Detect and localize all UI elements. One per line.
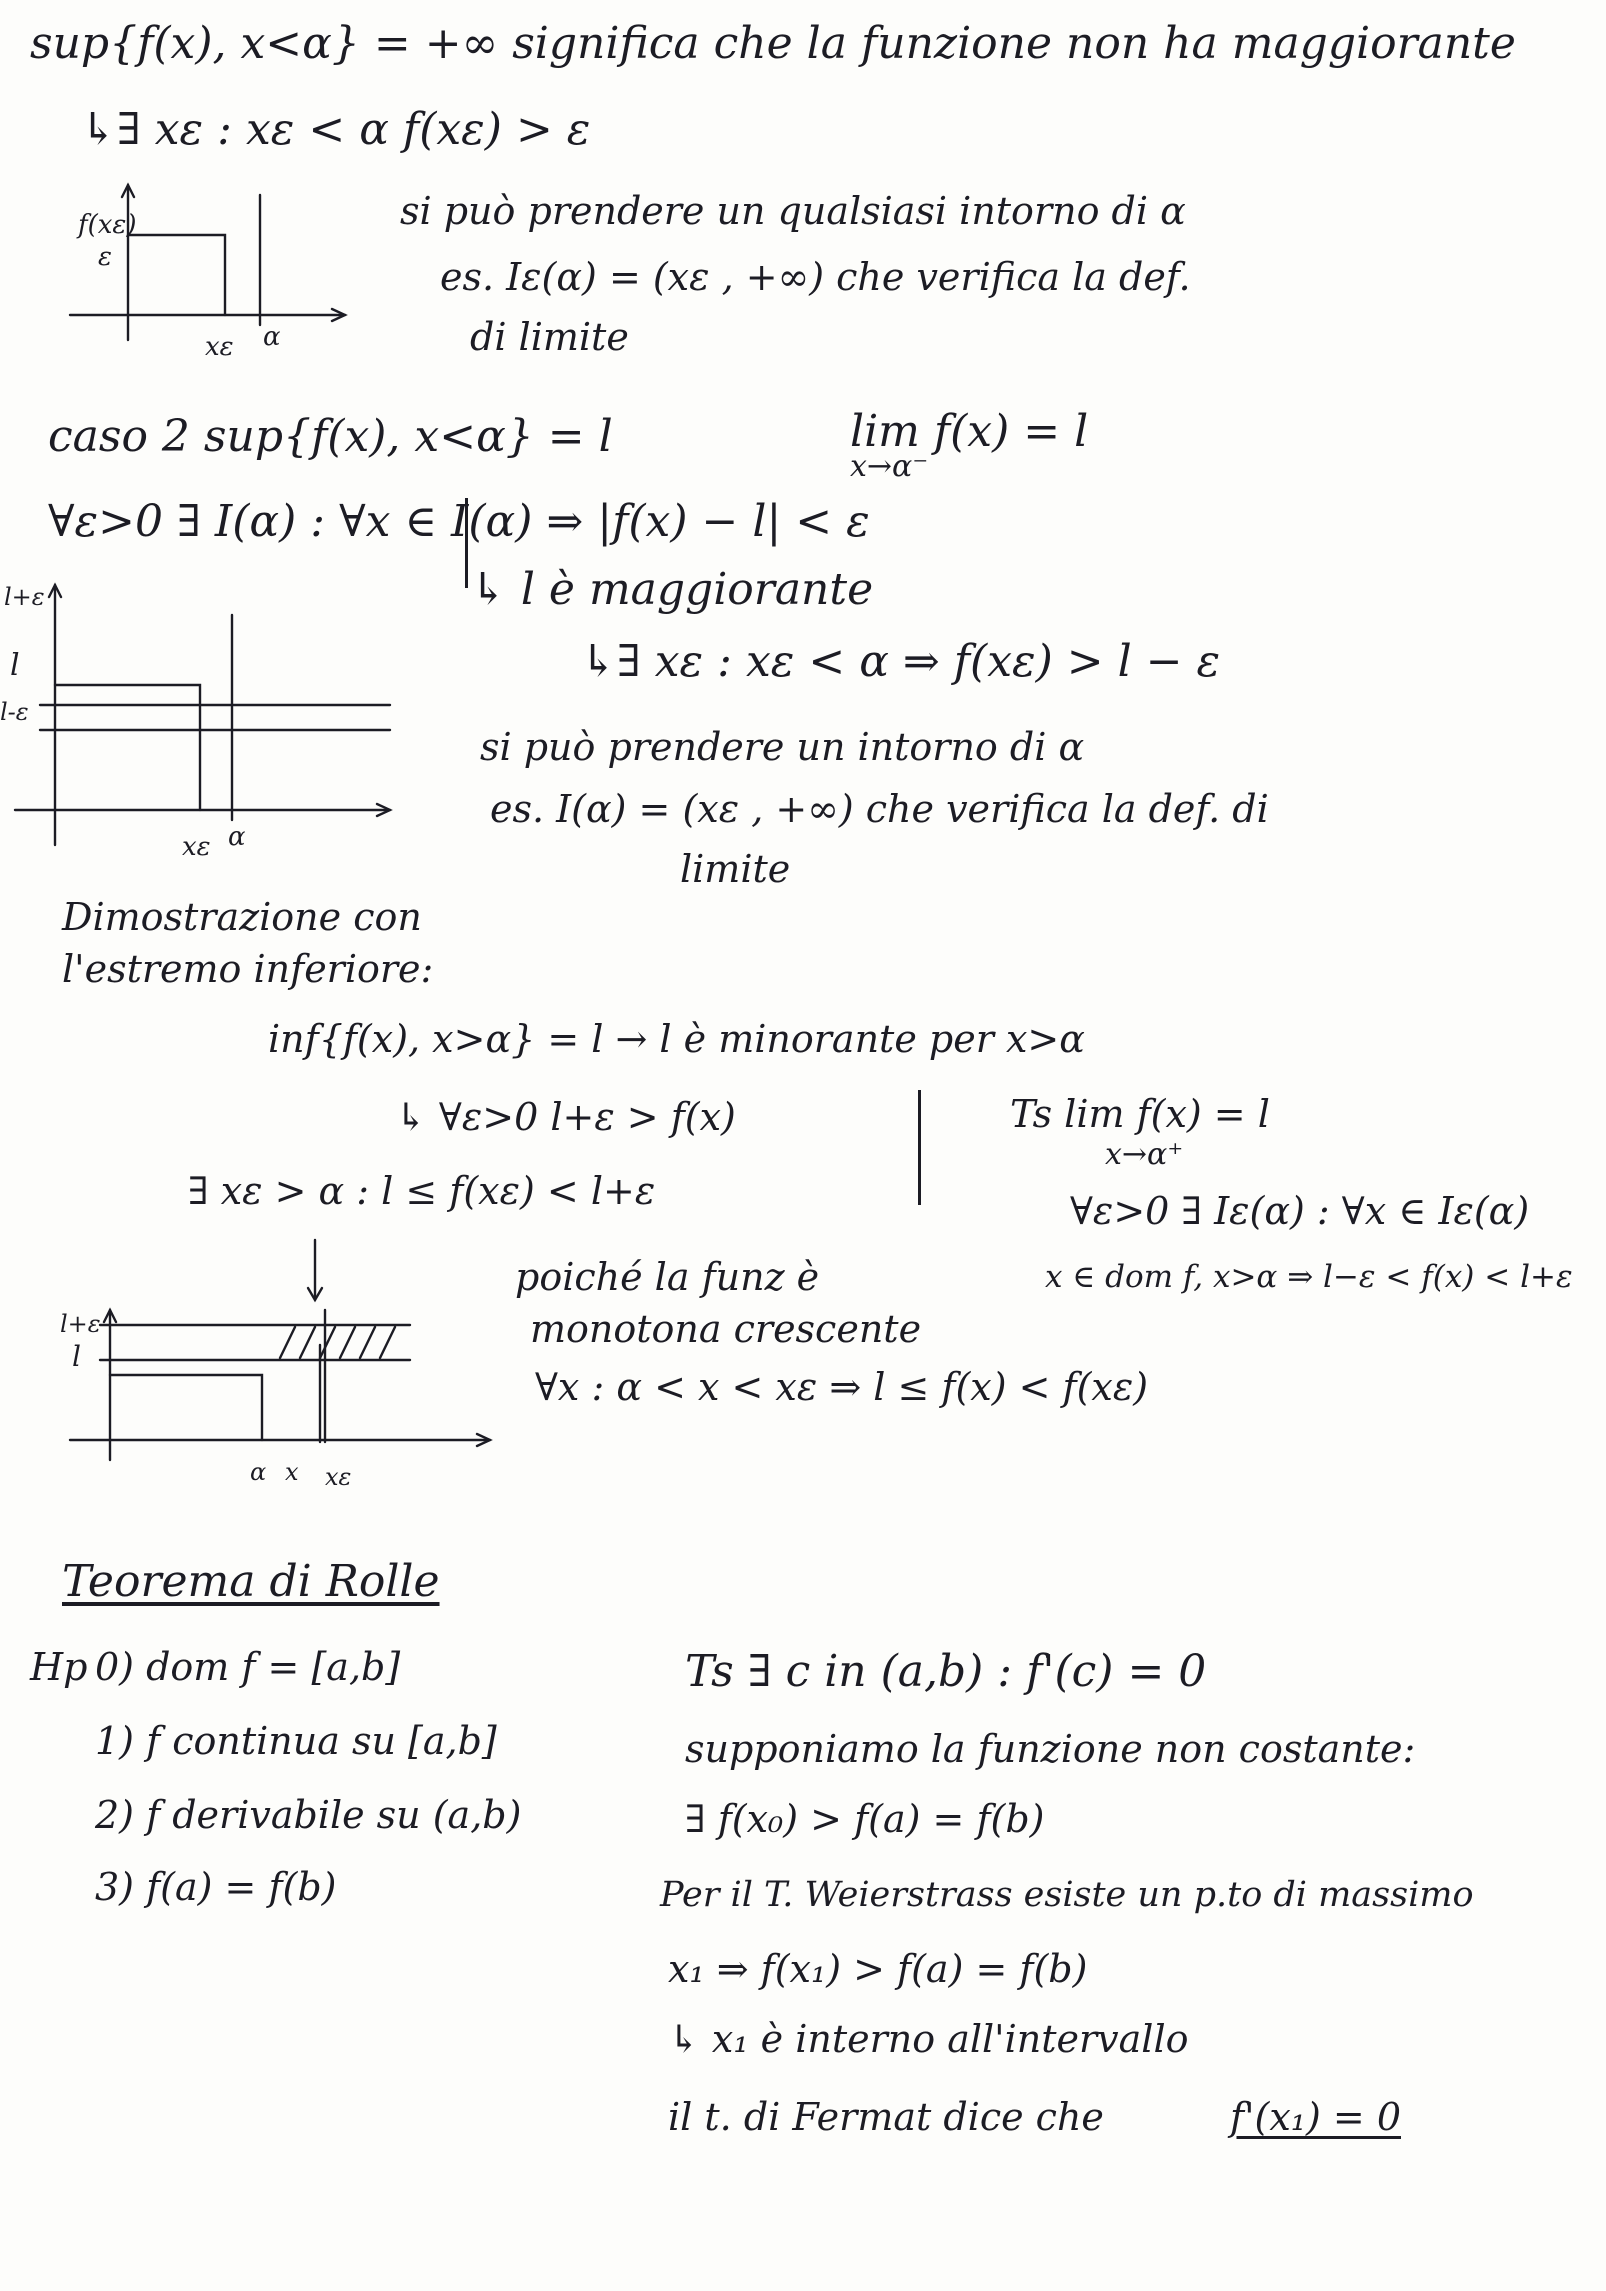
hypothesis-0: 0) dom f = [a,b] (95, 1645, 401, 1689)
text-line-lim-left-sub: x→α⁻ (850, 449, 929, 484)
g3-label-lplus: l+ε (60, 1310, 101, 1338)
text-line-epsilon-def: ∀ε>0 ∃ I(α) : ∀x ∈ I(α) ⇒ |f(x) − l| < ε (48, 496, 870, 547)
g1-label-alpha: α (263, 322, 281, 352)
text-line-exists-x-eps-2: ↳∃ xε : xε < α ⇒ f(xε) > l − ε (580, 636, 1221, 687)
hypothesis-3: 3) f(a) = f(b) (95, 1865, 337, 1909)
text-line-forall-eps: ↳ ∀ε>0 l+ε > f(x) (395, 1095, 736, 1139)
g3-step-alpha (110, 1375, 262, 1440)
hypothesis-2: 2) f derivabile su (a,b) (95, 1793, 522, 1837)
proof-line-exists-x0: ∃ f(x₀) > f(a) = f(b) (685, 1797, 1045, 1841)
thesis-line: Ts ∃ c in (a,b) : f'(c) = 0 (685, 1646, 1207, 1697)
g2-label-lminus: l-ε (0, 698, 29, 726)
proof-line-suppose: supponiamo la funzione non costante: (685, 1727, 1416, 1771)
text-line-ts-dom: x ∈ dom f, x>α ⇒ l−ε < f(x) < l+ε (1045, 1259, 1573, 1295)
g3-hatching (280, 1327, 395, 1358)
text-line-of-limit: di limite (470, 315, 629, 359)
text-line-limit: limite (680, 847, 791, 891)
text-line-example-interval-2: es. I(α) = (xε , +∞) che verifica la def. di (490, 787, 1269, 831)
heading-rolle-theorem: Teorema di Rolle (62, 1556, 440, 1607)
g2-label-lplus: l+ε (4, 583, 45, 611)
g1-label-eps: ε (98, 242, 112, 272)
hypothesis-1: 1) f continua su [a,b] (95, 1719, 497, 1763)
text-line-since-function: poiché la funz è (515, 1255, 820, 1299)
proof-line-x1-interior: ↳ x₁ è interno all'intervallo (668, 2017, 1189, 2061)
brace-mark (465, 498, 468, 588)
label-hp: Hp (30, 1645, 88, 1689)
text-line-lim-left: lim f(x) = l (850, 406, 1089, 457)
text-line-exists-between: ∃ xε > α : l ≤ f(xε) < l+ε (188, 1169, 656, 1213)
g1-label-xe: xε (205, 332, 234, 362)
text-line-sup-infinity: sup{f(x), x<α} = +∞ significa che la funzione non ha maggiorante (30, 18, 1516, 69)
g3-label-x: x (285, 1458, 299, 1486)
proof-line-x1-max: x₁ ⇒ f(x₁) > f(a) = f(b) (668, 1947, 1088, 1991)
g3-label-l: l (72, 1340, 81, 1373)
text-line-any-neighborhood: si può prendere un qualsiasi intorno di α (400, 189, 1186, 233)
brace-mark-2 (918, 1090, 921, 1205)
proof-line-conclusion: f'(x₁) = 0 (1230, 2095, 1401, 2139)
text-line-forall-x: ∀x : α < x < xε ⇒ l ≤ f(x) < f(xε) (535, 1365, 1149, 1409)
text-line-ts-limit-sub: x→α⁺ (1105, 1137, 1184, 1172)
proof-line-fermat: il t. di Fermat dice che (668, 2095, 1104, 2139)
text-line-case-2: caso 2 sup{f(x), x<α} = l (48, 411, 613, 462)
g1-label-fx: f(xε) (78, 210, 137, 240)
graph-case-2 (0, 575, 400, 875)
g3-label-alpha: α (250, 1458, 267, 1486)
text-line-example-interval: es. Iε(α) = (xε , +∞) che verifica la def. (440, 255, 1191, 299)
g2-label-xe: xε (182, 832, 211, 862)
text-line-lower-bound: l'estremo inferiore: (62, 947, 434, 991)
text-line-exists-x-eps: ↳∃ xε : xε < α f(xε) > ε (80, 104, 591, 155)
text-line-monotone: monotona crescente (530, 1307, 922, 1351)
g2-label-l: l (10, 648, 20, 683)
g2-label-alpha: α (228, 822, 246, 852)
graph-sup-infinity (60, 175, 360, 365)
text-line-l-upper-bound: ↳ l è maggiorante (470, 564, 874, 615)
g3-label-xe: xε (325, 1463, 352, 1491)
text-line-inf: inf{f(x), x>α} = l → l è minorante per x>α (268, 1017, 1085, 1061)
text-line-take-neighborhood: si può prendere un intorno di α (480, 725, 1085, 769)
g1-rectangle (128, 235, 225, 315)
g2-rectangle (55, 685, 200, 810)
graph-monotone (30, 1230, 500, 1500)
proof-line-weierstrass: Per il T. Weierstrass esiste un p.to di massimo (660, 1875, 1474, 1915)
text-line-ts-limit: Ts lim f(x) = l (1010, 1092, 1270, 1136)
text-line-proof-with: Dimostrazione con (62, 895, 422, 939)
text-line-ts-forall: ∀ε>0 ∃ Iε(α) : ∀x ∈ Iε(α) (1070, 1189, 1530, 1233)
